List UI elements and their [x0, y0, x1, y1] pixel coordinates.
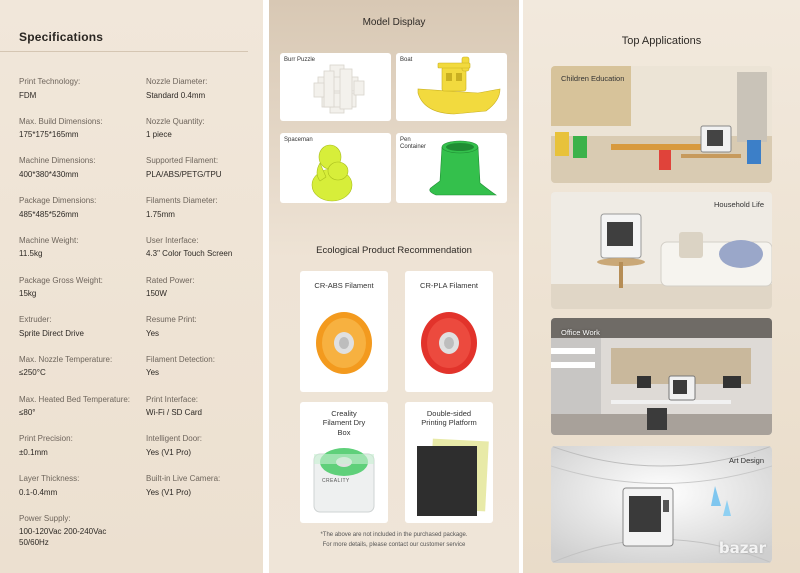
product-card-platform [405, 402, 493, 523]
spec-value: 11.5kg [19, 249, 43, 259]
spec-label: Max. Nozzle Temperature: [19, 354, 113, 364]
product-label: CR-ABS Filament [314, 281, 374, 290]
product-card-dry-box [300, 402, 388, 523]
model-card-boat [396, 53, 507, 121]
spec-label: Max. Build Dimensions: [19, 116, 103, 126]
spec-item [146, 196, 271, 220]
spec-item [146, 395, 271, 419]
spec-label: Rated Power: [146, 275, 195, 285]
model-label: Burr Puzzle [284, 57, 316, 63]
model-card-spaceman [280, 133, 391, 203]
divider [0, 51, 248, 52]
spec-item [146, 117, 271, 141]
spec-item [146, 77, 271, 101]
product-card-cr-abs [300, 271, 388, 392]
spec-item [146, 355, 271, 379]
spec-label: Intelligent Door: [146, 434, 203, 444]
spec-item [146, 474, 271, 498]
spec-label: Print Precision: [19, 434, 73, 444]
model-display-panel [269, 0, 519, 573]
spec-value: Wi-Fi / SD Card [146, 408, 202, 418]
spec-value: Sprite Direct Drive [19, 328, 84, 338]
spec-value: 175*175*165mm [19, 130, 79, 140]
spec-label: Extruder: [19, 315, 52, 325]
footnote-line-2: For more details, please contact our customer service [322, 542, 466, 548]
spec-item [19, 474, 144, 498]
product-label: Double-sided Printing Platform [421, 409, 477, 428]
application-card-children-education [551, 66, 772, 183]
spec-label: Filaments Diameter: [146, 196, 218, 206]
footnote-line-1: *The above are not included in the purchased package. [320, 532, 468, 538]
model-label: Boat [400, 57, 413, 63]
spec-label: Machine Dimensions: [19, 156, 96, 166]
spec-value: ±0.1mm [19, 447, 48, 457]
spec-item [19, 236, 144, 260]
spec-item [19, 514, 144, 549]
application-card-art-design [551, 446, 772, 563]
spec-value: 1 piece [146, 130, 172, 140]
specifications-title: Specifications [19, 30, 104, 44]
specifications-panel [0, 0, 263, 573]
top-applications-panel [523, 0, 800, 573]
spec-value: 1.75mm [146, 209, 175, 219]
classroom-image [551, 66, 772, 183]
application-label: Office Work [561, 328, 600, 337]
model-card-burr-puzzle [280, 53, 391, 121]
spec-label: Machine Weight: [19, 235, 79, 245]
spec-item [146, 434, 271, 458]
application-card-household-life [551, 192, 772, 309]
top-applications-title: Top Applications [621, 35, 702, 47]
spec-label: Supported Filament: [146, 156, 219, 166]
spec-item [146, 276, 271, 300]
application-label: Household Life [713, 200, 764, 209]
spec-item [146, 236, 271, 260]
spec-value: Yes (V1 Pro) [146, 447, 192, 457]
boat-image [396, 53, 507, 121]
spec-value: 100-120Vac 200-240Vac 50/60Hz [19, 527, 107, 547]
model-display-title: Model Display [362, 17, 426, 28]
spec-value: ≤80° [19, 408, 36, 418]
spec-value: Yes [146, 328, 160, 338]
spec-value: Yes (V1 Pro) [146, 487, 192, 497]
spec-label: Filament Detection: [146, 354, 215, 364]
box-brand-text: CREALITY [322, 478, 350, 484]
spec-value: 485*485*526mm [19, 209, 79, 219]
ecological-title: Ecological Product Recommendation [316, 245, 472, 256]
spec-item [146, 315, 271, 339]
spec-label: Max. Heated Bed Temperature: [19, 394, 131, 404]
spec-item [146, 156, 271, 180]
spec-value: 4.3" Color Touch Screen [146, 249, 233, 259]
spec-item [19, 355, 144, 379]
spec-item [19, 117, 144, 141]
spec-item [19, 395, 144, 419]
spec-value: Standard 0.4mm [146, 90, 206, 100]
spec-value: ≤250°C [19, 368, 46, 378]
spec-value: 0.1-0.4mm [19, 487, 58, 497]
spec-label: User Interface: [146, 235, 199, 245]
spec-label: Layer Thickness: [19, 474, 80, 483]
spec-label: Package Dimensions: [19, 196, 97, 206]
spec-label: Built-in Live Camera: [146, 474, 221, 483]
spec-label: Nozzle Diameter: [146, 77, 208, 86]
spec-value: 400*380*430mm [19, 169, 79, 179]
spec-item [19, 434, 144, 458]
spec-value: PLA/ABS/PETG/TPU [146, 169, 222, 179]
spec-label: Print Technology: [19, 77, 81, 86]
watermark-text: bazar [718, 539, 766, 557]
spec-item [19, 196, 144, 220]
product-label: CR-PLA Filament [420, 281, 478, 290]
spec-item [19, 77, 144, 101]
spec-label: Print Interface: [146, 394, 199, 404]
living-room-image [551, 192, 772, 309]
spec-label: Resume Print: [146, 315, 197, 325]
spec-label: Nozzle Quantity: [146, 116, 205, 126]
spec-value: Yes [146, 368, 160, 378]
spec-label: Power Supply: [19, 513, 71, 523]
spec-label: Package Gross Weight: [19, 275, 103, 285]
application-label: Art Design [728, 456, 764, 465]
application-label: Children Education [561, 74, 625, 83]
product-card-cr-pla [405, 271, 493, 392]
product-label: Creality Filament Dry Box [322, 409, 366, 437]
spec-value: 15kg [19, 289, 37, 299]
spec-item [19, 315, 144, 339]
application-card-office-work [551, 318, 772, 435]
model-card-pen-container [396, 133, 507, 203]
spec-item [19, 156, 144, 180]
spec-value: 150W [146, 289, 167, 299]
spec-value: FDM [19, 90, 37, 100]
model-label: Pen Container [400, 137, 427, 151]
model-label: Spaceman [284, 137, 313, 143]
spec-item [19, 276, 144, 300]
